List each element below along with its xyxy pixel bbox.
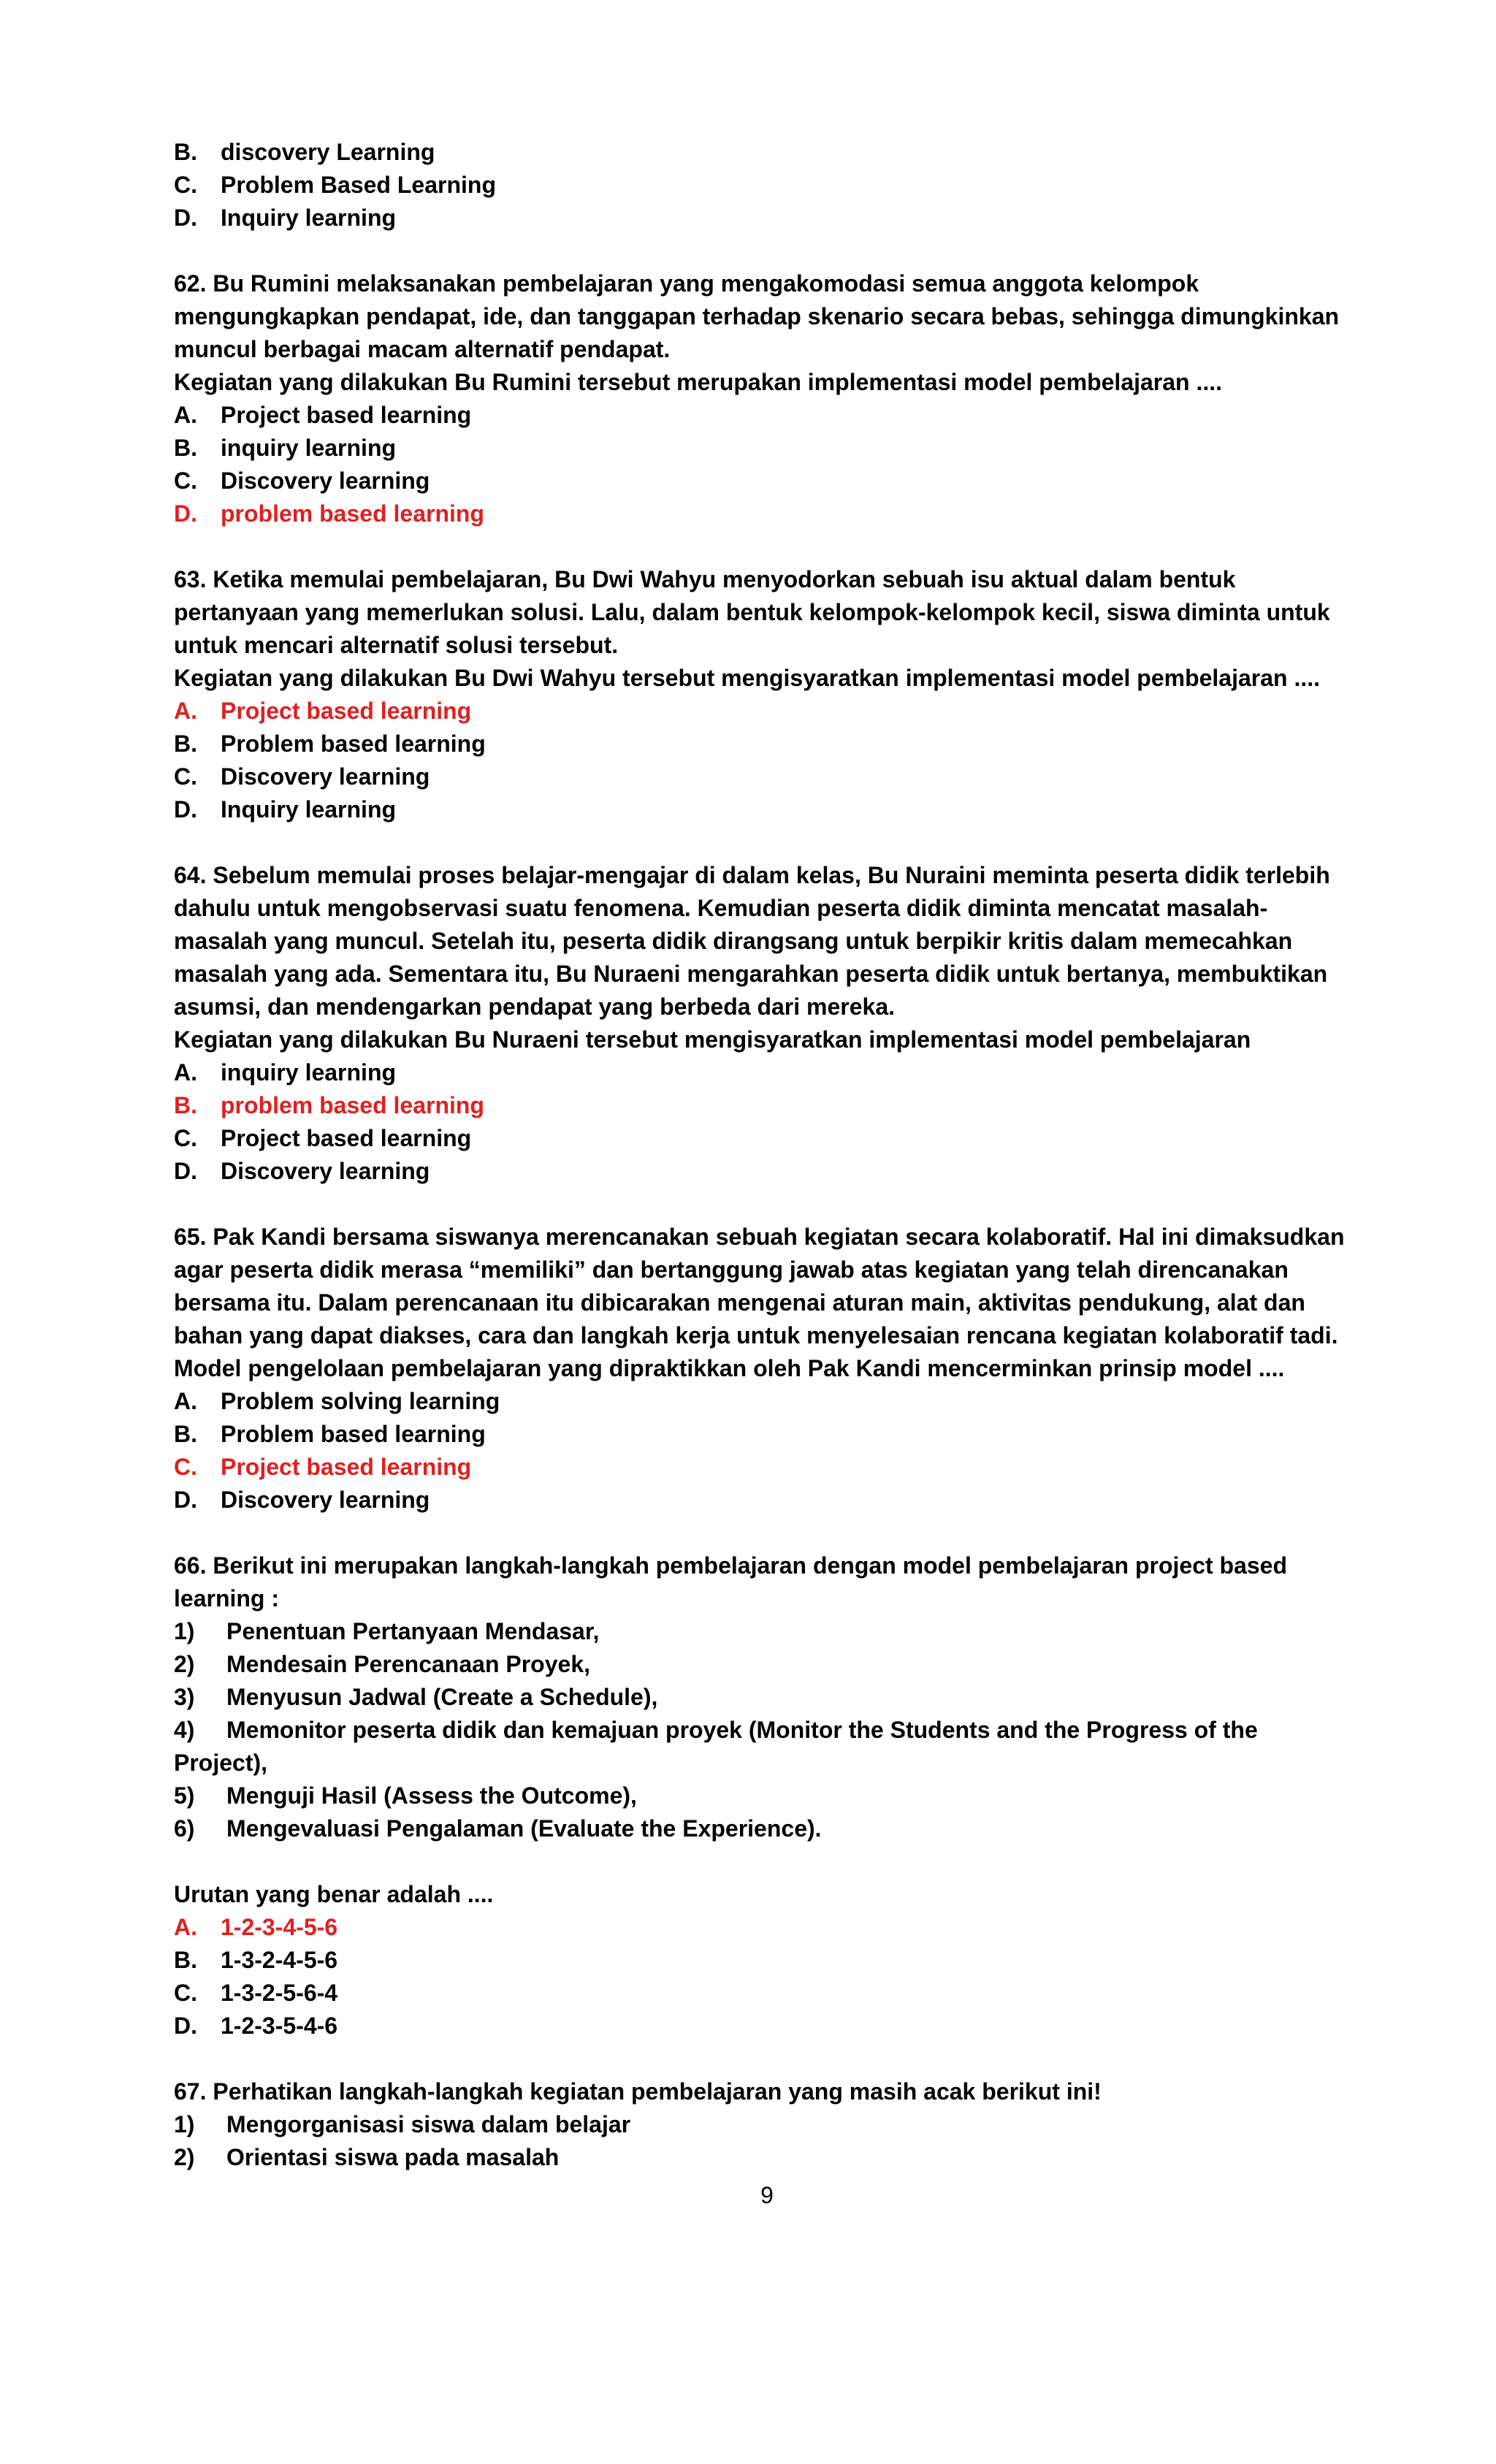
option-letter: B. <box>174 1421 197 1447</box>
option-c-correct-answer <box>174 1451 1357 1484</box>
option-d-correct-answer <box>174 497 1357 530</box>
question-prompt: Model pengelolaan pembelajaran yang dipraktikkan oleh Pak Kandi mencerminkan prinsip model .... <box>174 1355 1285 1381</box>
question-text: bersama itu. Dalam perencanaan itu dibicarakan mengenai aturan main, aktivitas pendukung, alat dan <box>174 1289 1305 1316</box>
option-text: 1-3-2-4-5-6 <box>221 1947 338 1973</box>
page-number: 9 <box>760 2182 774 2208</box>
step-text: Mengevaluasi Pengalaman (Evaluate the Experience). <box>226 1815 822 1842</box>
option-c <box>174 465 1357 497</box>
option-c <box>174 1977 1357 2010</box>
option-text: inquiry learning <box>221 1059 397 1086</box>
question-text: pertanyaan yang memerlukan solusi. Lalu, dalam bentuk kelompok-kelompok kecil, siswa diminta untuk <box>174 599 1330 625</box>
question-text: 65. Pak Kandi bersama siswanya merencanakan sebuah kegiatan secara kolaboratif. Hal ini dimaksudkan <box>174 1224 1345 1250</box>
option-letter: B. <box>174 435 197 461</box>
option-letter: A. <box>174 402 197 428</box>
question-text: 67. Perhatikan langkah-langkah kegiatan pembelajaran yang masih acak berikut ini! <box>174 2078 1102 2105</box>
step-number: 4) <box>174 1717 195 1743</box>
option-a-correct-answer <box>174 695 1357 728</box>
step-text: Menguji Hasil (Assess the Outcome), <box>226 1782 637 1809</box>
option-letter: D. <box>174 1158 197 1184</box>
option-letter: A. <box>174 698 197 724</box>
step-item <box>174 1812 1357 1845</box>
option-text: 1-3-2-5-6-4 <box>221 1980 338 2006</box>
option-text: Project based learning <box>221 1454 472 1480</box>
option-letter: D. <box>174 796 197 823</box>
option-b-correct-answer <box>174 1089 1357 1122</box>
question-text: 62. Bu Rumini melaksanakan pembelajaran yang mengakomodasi semua anggota kelompok <box>174 270 1199 297</box>
question-text: 63. Ketika memulai pembelajaran, Bu Dwi Wahyu menyodorkan sebuah isu aktual dalam bentuk <box>174 566 1236 592</box>
option-text: inquiry learning <box>221 435 397 461</box>
step-text-continuation: Project), <box>174 1750 268 1776</box>
spacer <box>174 1845 1357 1878</box>
option-letter: B. <box>174 731 197 757</box>
question-prompt: Kegiatan yang dilakukan Bu Nuraeni tersebut mengisyaratkan implementasi model pembelajaran <box>174 1026 1251 1053</box>
option-b <box>174 728 1357 760</box>
question-64 <box>174 859 1357 1188</box>
option-d <box>174 793 1357 826</box>
option-text: problem based learning <box>221 1092 484 1118</box>
step-item <box>174 1780 1357 1812</box>
spacer <box>174 530 1357 563</box>
step-item <box>174 1615 1357 1648</box>
option-a-correct-answer <box>174 1911 1357 1944</box>
step-item <box>174 1714 1357 1747</box>
option-letter: D. <box>174 500 197 527</box>
option-d <box>174 202 1357 234</box>
option-c <box>174 1122 1357 1155</box>
option-a <box>174 399 1357 432</box>
option-text: problem based learning <box>221 500 484 527</box>
option-letter: B. <box>174 1092 197 1118</box>
spacer <box>174 234 1357 267</box>
option-text: Discovery learning <box>221 468 430 494</box>
question-text: untuk mencari alternatif solusi tersebut. <box>174 632 619 658</box>
step-number: 2) <box>174 2144 195 2170</box>
option-text: Problem based learning <box>221 1421 486 1447</box>
option-c <box>174 760 1357 793</box>
question-66 <box>174 1549 1357 2042</box>
question-text: 66. Berikut ini merupakan langkah-langkah pembelajaran dengan model pembelajaran project based <box>174 1552 1288 1579</box>
question-text: muncul berbagai macam alternatif pendapat. <box>174 336 671 362</box>
option-text: discovery Learning <box>221 139 435 165</box>
option-letter: B. <box>174 1947 197 1973</box>
option-text: Problem solving learning <box>221 1388 500 1414</box>
question-67 <box>174 2075 1357 2174</box>
option-text: Problem Based Learning <box>221 172 496 198</box>
question-62 <box>174 267 1357 530</box>
option-letter: A. <box>174 1388 197 1414</box>
option-text: 1-2-3-4-5-6 <box>221 1914 338 1940</box>
step-number: 3) <box>174 1684 195 1710</box>
question-63 <box>174 563 1357 826</box>
step-text: Mengorganisasi siswa dalam belajar <box>226 2111 631 2137</box>
option-d <box>174 1484 1357 1517</box>
option-b <box>174 1944 1357 1977</box>
question-text: dahulu untuk mengobservasi suatu fenomena. Kemudian peserta didik diminta mencatat masalah- <box>174 895 1268 921</box>
question-text: masalah yang ada. Sementara itu, Bu Nuraeni mengarahkan peserta didik untuk bertanya, membuktikan <box>174 961 1328 987</box>
option-d <box>174 1155 1357 1188</box>
step-text: Orientasi siswa pada masalah <box>226 2144 560 2170</box>
option-text: Project based learning <box>221 402 472 428</box>
question-prompt: Kegiatan yang dilakukan Bu Rumini tersebut merupakan implementasi model pembelajaran .... <box>174 369 1223 395</box>
option-letter: D. <box>174 2013 197 2039</box>
option-letter: C. <box>174 468 197 494</box>
option-letter: B. <box>174 139 197 165</box>
option-text: Inquiry learning <box>221 205 397 231</box>
option-letter: D. <box>174 1487 197 1513</box>
option-text: Project based learning <box>221 698 472 724</box>
option-letter: A. <box>174 1059 197 1086</box>
step-number: 1) <box>174 1618 195 1644</box>
question-content <box>174 136 1357 2174</box>
step-text: Penentuan Pertanyaan Mendasar, <box>226 1618 600 1644</box>
question-text: masalah yang muncul. Setelah itu, peserta didik dirangsang untuk berpikir kritis dalam memecahkan <box>174 928 1293 954</box>
step-number: 1) <box>174 2111 195 2137</box>
option-a <box>174 1056 1357 1089</box>
option-letter: C. <box>174 1125 197 1151</box>
option-letter: C. <box>174 172 197 198</box>
option-letter: C. <box>174 1980 197 2006</box>
option-b <box>174 432 1357 465</box>
question-text: 64. Sebelum memulai proses belajar-mengajar di dalam kelas, Bu Nuraini meminta peserta didik terlebih <box>174 862 1330 888</box>
spacer <box>174 1188 1357 1221</box>
question-prompt: Urutan yang benar adalah .... <box>174 1881 494 1907</box>
option-letter: C. <box>174 1454 197 1480</box>
option-text: Project based learning <box>221 1125 472 1151</box>
spacer <box>174 2042 1357 2075</box>
question-text: bahan yang dapat diakses, cara dan langkah kerja untuk menyelesaian rencana kegiatan kolaboratif tadi. <box>174 1322 1338 1349</box>
step-item <box>174 1648 1357 1681</box>
step-item <box>174 2108 1357 2141</box>
step-number: 6) <box>174 1815 195 1842</box>
step-number: 2) <box>174 1651 195 1677</box>
option-text: Inquiry learning <box>221 796 397 823</box>
step-text: Memonitor peserta didik dan kemajuan proyek (Monitor the Students and the Progress of the <box>226 1717 1258 1743</box>
option-c <box>174 169 1357 202</box>
spacer <box>174 826 1357 859</box>
carryover-options <box>174 136 1357 234</box>
question-text: mengungkapkan pendapat, ide, dan tanggapan terhadap skenario secara bebas, sehingga dimungkinkan <box>174 303 1340 329</box>
option-b <box>174 136 1357 169</box>
option-text: 1-2-3-5-4-6 <box>221 2013 338 2039</box>
option-a <box>174 1385 1357 1418</box>
question-prompt: Kegiatan yang dilakukan Bu Dwi Wahyu tersebut mengisyaratkan implementasi model pembelajaran .... <box>174 665 1321 691</box>
step-number: 5) <box>174 1782 195 1809</box>
spacer <box>174 1517 1357 1549</box>
option-b <box>174 1418 1357 1451</box>
step-text: Mendesain Perencanaan Proyek, <box>226 1651 590 1677</box>
option-d <box>174 2010 1357 2042</box>
question-65 <box>174 1221 1357 1517</box>
question-text: learning : <box>174 1585 280 1611</box>
step-item <box>174 1681 1357 1714</box>
option-letter: D. <box>174 205 197 231</box>
option-text: Discovery learning <box>221 763 430 790</box>
option-text: Discovery learning <box>221 1487 430 1513</box>
question-text: asumsi, dan mendengarkan pendapat yang berbeda dari mereka. <box>174 993 895 1020</box>
step-text: Menyusun Jadwal (Create a Schedule), <box>226 1684 658 1710</box>
question-text: agar peserta didik merasa “memiliki” dan bertanggung jawab atas kegiatan yang telah direncanakan <box>174 1256 1289 1283</box>
option-text: Discovery learning <box>221 1158 430 1184</box>
option-letter: C. <box>174 763 197 790</box>
option-text: Problem based learning <box>221 731 486 757</box>
step-item <box>174 2141 1357 2174</box>
option-letter: A. <box>174 1914 197 1940</box>
